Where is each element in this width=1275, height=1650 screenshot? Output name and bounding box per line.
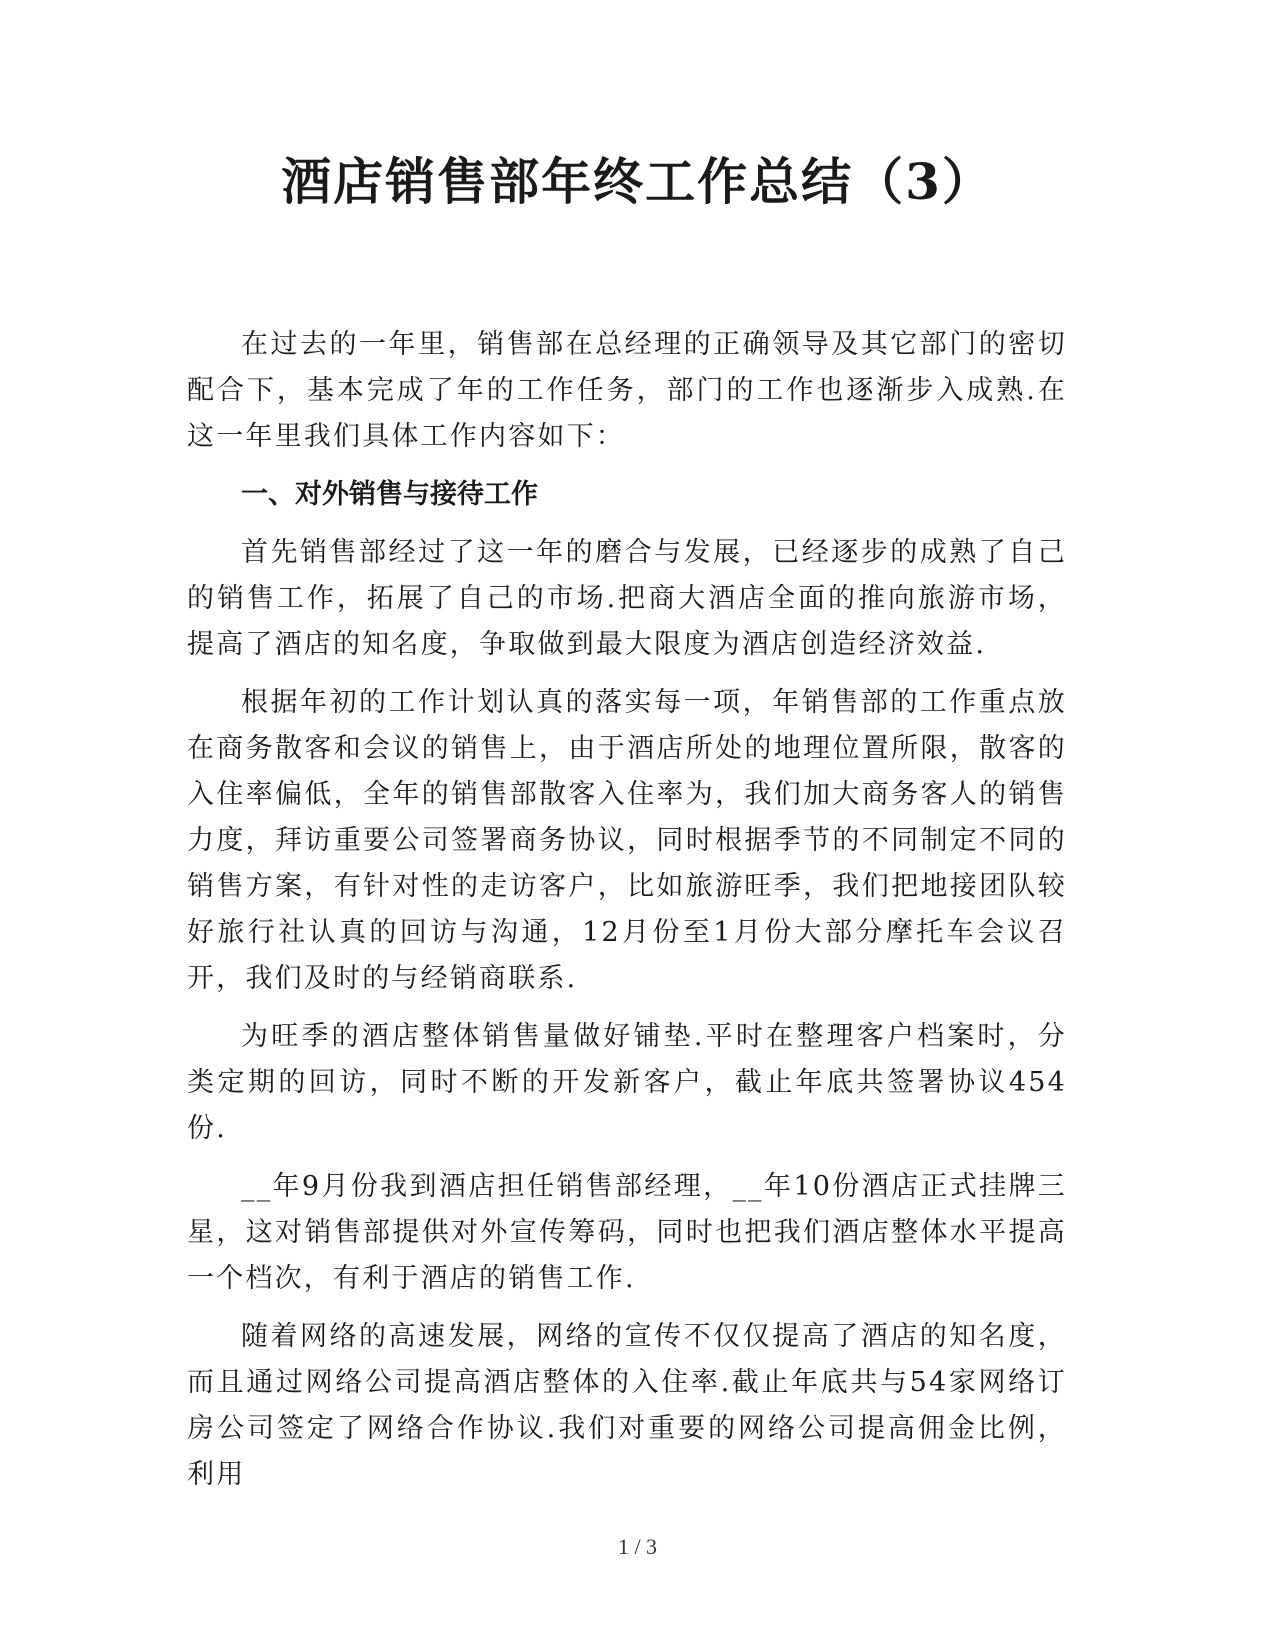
document-body [187,322,1067,1510]
page-title: 酒店销售部年终工作总结（3） [281,152,994,211]
paragraph-peak-season: 为旺季的酒店整体销售量做好铺垫.平时在整理客户档案时，分类定期的回访，同时不断的开发新客户，截止年底共签署协议454份. [187,1021,1067,1144]
paragraph-three-star: __年9月份我到酒店担任销售部经理，__年10份酒店正式挂牌三星，这对销售部提供对外宣传筹码，同时也把我们酒店整体水平提高一个档次，有利于酒店的销售工作. [187,1171,1067,1294]
paragraph-intro: 在过去的一年里，销售部在总经理的正确领导及其它部门的密切配合下，基本完成了年的工作任务，部门的工作也逐渐步入成熟.在这一年里我们具体工作内容如下： [187,329,1067,452]
paragraph-work-plan: 根据年初的工作计划认真的落实每一项，年销售部的工作重点放在商务散客和会议的销售上，由于酒店所处的地理位置所限，散客的入住率偏低，全年的销售部散客入住率为，我们加大商务客人的销售力度，拜访重要公司签署商务协议，同时根据季节的不同制定不同的销售方案，有针对性的走访客户，比如旅游旺季，我们把地接团队较好旅行社认真的回访与沟通，12月份至1月份大部分摩托车会议召开，我们及时的与经销商联系. [187,687,1067,994]
paragraph-market-expansion: 首先销售部经过了这一年的磨合与发展，已经逐步的成熟了自己的销售工作，拓展了自己的市场.把商大酒店全面的推向旅游市场，提高了酒店的知名度，争取做到最大限度为酒店创造经济效益. [187,537,1067,660]
paragraph-online-sales: 随着网络的高速发展，网络的宣传不仅仅提高了酒店的知名度，而且通过网络公司提高酒店整体的入住率.截止年底共与54家网络订房公司签定了网络合作协议.我们对重要的网络公司提高佣金比例，利用 [187,1321,1067,1490]
page-number: 1 / 3 [617,1534,658,1559]
section-heading-external-sales: 一、对外销售与接待工作 [241,479,538,510]
